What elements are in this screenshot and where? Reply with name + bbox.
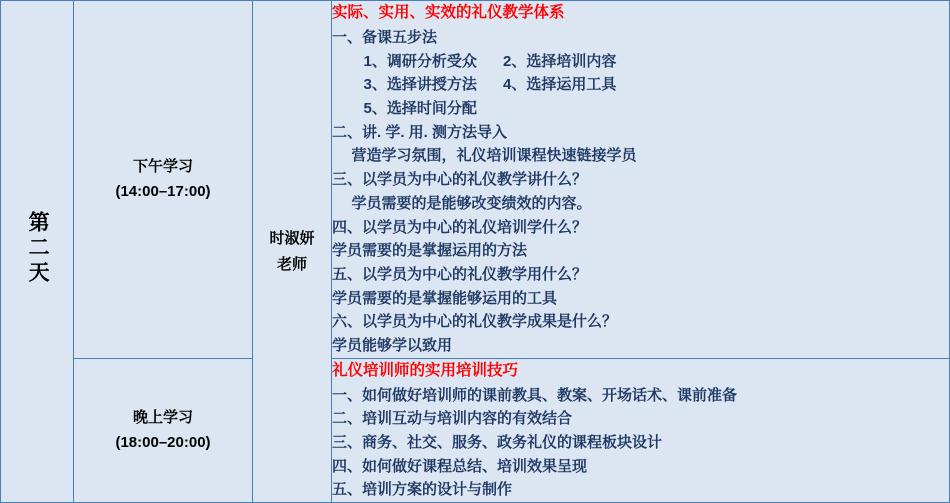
day-label: 第二天 [26,211,50,287]
content-title: 实际、实用、实效的礼仪教学体系 [332,4,565,21]
session-cell-evening [74,358,253,502]
content-line-part: 4、选择运用工具 [503,76,617,94]
content-line: 二、培训互动与培训内容的有效结合 [332,410,573,428]
content-line: 四、如何做好课程总结、培训效果呈现 [332,457,588,475]
content-line: 三、商务、社交、服务、政务礼仪的课程板块设计 [332,434,663,452]
table-row [1,1,950,359]
content-line: 二、讲. 学. 用. 测方法导入 [332,123,508,141]
content-line: 学员能够学以致用 [332,336,453,354]
content-line [332,50,949,74]
content-cell-afternoon [332,1,950,359]
content-line: 学员需要的是掌握能够运用的工具 [332,289,558,307]
session-name: 下午学习 [132,157,193,175]
content-line: 六、以学员为中心的礼仪教学成果是什么？ [332,313,618,331]
content-line: 四、以学员为中心的礼仪培训学什么？ [332,218,588,236]
content-cell-evening [332,358,950,502]
session-name: 晚上学习 [132,408,193,426]
content-line: 一、备课五步法 [332,29,438,47]
content-line: 学员需要的是能够改变绩效的内容。 [351,194,592,212]
content-line-part: 2、选择培训内容 [503,52,617,70]
teacher-name: 时淑妍 [269,230,315,248]
table-row [1,358,950,502]
teacher-cell [253,1,332,503]
content-list-evening [332,384,949,502]
session-cell-afternoon [74,1,253,359]
day-cell [1,1,74,503]
content-line: 学员需要的是掌握运用的方法 [332,242,528,260]
content-line: 五、培训方案的设计与制作 [332,481,513,499]
content-title: 礼仪培训师的实用培训技巧 [332,361,519,379]
content-line: 营造学习氛围，礼仪培训课程快速链接学员 [351,147,637,165]
content-line [332,73,949,97]
content-line: 五、以学员为中心的礼仪教学用什么？ [332,265,588,283]
session-time: (14:00–17:00) [115,183,211,201]
session-time: (18:00–20:00) [115,434,211,452]
content-line-part: 1、调研分析受众 [363,52,477,70]
content-line: 三、以学员为中心的礼仪教学讲什么？ [332,171,588,189]
content-line: 5、选择时间分配 [363,100,477,118]
content-line: 一、如何做好培训师的课前教具、教案、开场话术、课前准备 [332,386,738,404]
teacher-title: 老师 [276,255,307,273]
content-list-afternoon [332,26,949,358]
content-line-part: 3、选择讲授方法 [363,76,477,94]
